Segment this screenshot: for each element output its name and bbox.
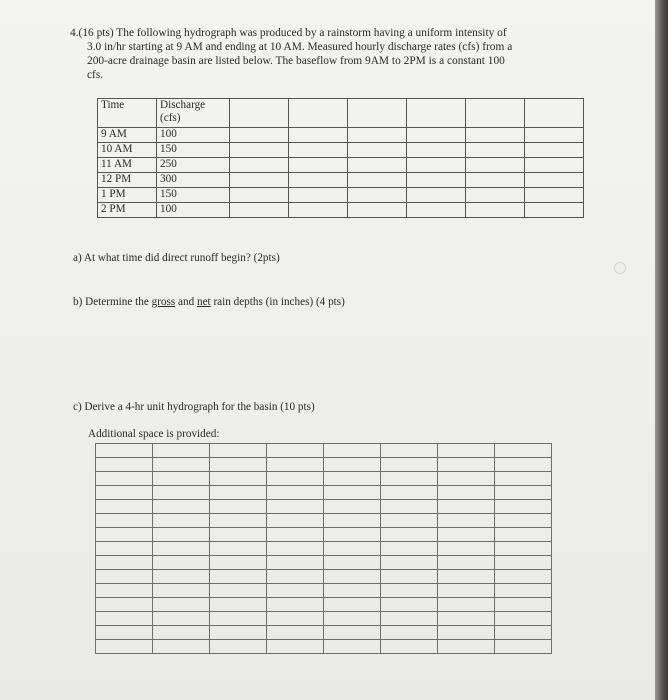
empty-cell <box>348 203 407 218</box>
grid-cell <box>495 472 552 486</box>
grid-cell <box>153 444 210 458</box>
grid-cell <box>381 598 438 612</box>
empty-cell <box>466 188 525 203</box>
grid-row <box>96 612 552 626</box>
grid-cell <box>324 444 381 458</box>
grid-cell <box>153 528 210 542</box>
grid-cell <box>324 528 381 542</box>
page-edge-shadow <box>655 0 668 700</box>
question-header: (16 pts) The following hydrograph was produced by a rainstorm having a uniform intensity of <box>78 27 507 39</box>
grid-cell <box>267 556 324 570</box>
grid-row <box>96 626 552 640</box>
grid-cell <box>96 514 153 528</box>
grid-cell <box>381 584 438 598</box>
header-discharge <box>157 99 230 128</box>
empty-cell <box>348 173 407 188</box>
grid-cell <box>381 444 438 458</box>
additional-space-note: Additional space is provided: <box>88 428 220 440</box>
grid-cell <box>96 486 153 500</box>
grid-cell <box>210 486 267 500</box>
grid-cell <box>495 584 552 598</box>
grid-cell <box>267 514 324 528</box>
header-discharge-label: Discharge <box>160 99 206 111</box>
grid-cell <box>324 500 381 514</box>
grid-cell <box>381 458 438 472</box>
grid-cell <box>381 472 438 486</box>
empty-cell <box>289 173 348 188</box>
grid-cell <box>96 570 153 584</box>
grid-cell <box>438 472 495 486</box>
grid-cell <box>438 556 495 570</box>
grid-cell <box>210 570 267 584</box>
grid-cell <box>210 458 267 472</box>
grid-cell <box>381 528 438 542</box>
grid-cell <box>324 612 381 626</box>
grid-cell <box>438 500 495 514</box>
empty-cell <box>466 158 525 173</box>
page-mark <box>614 262 626 274</box>
grid-cell <box>495 556 552 570</box>
grid-cell <box>495 570 552 584</box>
grid-cell <box>438 514 495 528</box>
grid-cell <box>495 612 552 626</box>
empty-cell <box>525 143 584 158</box>
empty-cell <box>466 203 525 218</box>
part-c-question: c) Derive a 4-hr unit hydrograph for the basin (10 pts) <box>73 401 315 413</box>
grid-cell <box>324 584 381 598</box>
header-time: Time <box>98 99 157 128</box>
grid-cell <box>210 640 267 654</box>
grid-cell <box>267 528 324 542</box>
empty-cell <box>348 158 407 173</box>
empty-cell <box>407 188 466 203</box>
grid-cell <box>381 500 438 514</box>
grid-cell <box>324 640 381 654</box>
empty-cell <box>407 128 466 143</box>
grid-cell <box>438 486 495 500</box>
grid-cell <box>153 626 210 640</box>
table-header-row <box>98 99 584 128</box>
grid-cell <box>96 598 153 612</box>
part-b-prefix: b) Determine the <box>73 296 152 308</box>
grid-cell <box>153 514 210 528</box>
grid-cell <box>96 584 153 598</box>
grid-row <box>96 598 552 612</box>
discharge-cell: 100 <box>157 203 230 218</box>
empty-cell <box>525 99 584 128</box>
grid-cell <box>153 556 210 570</box>
time-cell: 11 AM <box>98 158 157 173</box>
empty-cell <box>525 128 584 143</box>
grid-cell <box>324 626 381 640</box>
empty-cell <box>407 99 466 128</box>
grid-row <box>96 528 552 542</box>
grid-cell <box>267 584 324 598</box>
empty-cell <box>525 158 584 173</box>
discharge-cell: 250 <box>157 158 230 173</box>
table-row <box>98 203 584 218</box>
grid-cell <box>210 556 267 570</box>
grid-cell <box>438 626 495 640</box>
question-number: 4. <box>70 27 79 39</box>
grid-row <box>96 640 552 654</box>
empty-cell <box>407 143 466 158</box>
question-line-4: cfs. <box>87 69 104 81</box>
grid-cell <box>324 570 381 584</box>
table-row <box>98 173 584 188</box>
grid-row <box>96 472 552 486</box>
grid-cell <box>381 514 438 528</box>
part-b-question <box>73 296 345 308</box>
table-row <box>98 188 584 203</box>
empty-cell <box>289 203 348 218</box>
grid-cell <box>96 542 153 556</box>
grid-cell <box>438 458 495 472</box>
grid-cell <box>438 528 495 542</box>
work-grid <box>95 443 552 654</box>
grid-cell <box>324 472 381 486</box>
grid-cell <box>381 486 438 500</box>
empty-cell <box>348 99 407 128</box>
grid-cell <box>210 528 267 542</box>
grid-cell <box>267 458 324 472</box>
empty-cell <box>348 188 407 203</box>
empty-cell <box>348 128 407 143</box>
time-cell: 12 PM <box>98 173 157 188</box>
empty-cell <box>230 99 289 128</box>
part-b-gross: gross <box>151 296 176 308</box>
grid-cell <box>381 542 438 556</box>
grid-row <box>96 584 552 598</box>
grid-cell <box>438 542 495 556</box>
grid-cell <box>324 458 381 472</box>
grid-cell <box>96 640 153 654</box>
empty-cell <box>289 143 348 158</box>
grid-cell <box>438 598 495 612</box>
empty-cell <box>466 173 525 188</box>
grid-row <box>96 570 552 584</box>
grid-cell <box>267 612 324 626</box>
discharge-cell: 100 <box>157 128 230 143</box>
header-discharge-unit: (cfs) <box>160 112 181 124</box>
empty-cell <box>466 143 525 158</box>
grid-cell <box>381 626 438 640</box>
discharge-cell: 150 <box>157 143 230 158</box>
grid-cell <box>96 444 153 458</box>
grid-cell <box>267 444 324 458</box>
grid-row <box>96 444 552 458</box>
empty-cell <box>230 173 289 188</box>
empty-cell <box>289 158 348 173</box>
grid-cell <box>210 598 267 612</box>
grid-cell <box>381 570 438 584</box>
empty-cell <box>230 158 289 173</box>
grid-cell <box>381 556 438 570</box>
table-row <box>98 128 584 143</box>
grid-cell <box>495 458 552 472</box>
grid-cell <box>210 500 267 514</box>
empty-cell <box>230 128 289 143</box>
empty-cell <box>466 128 525 143</box>
grid-row <box>96 556 552 570</box>
empty-cell <box>407 158 466 173</box>
grid-cell <box>438 570 495 584</box>
discharge-table <box>97 98 584 218</box>
grid-cell <box>267 640 324 654</box>
question-prompt <box>70 26 575 82</box>
grid-cell <box>210 584 267 598</box>
time-cell: 10 AM <box>98 143 157 158</box>
grid-cell <box>210 626 267 640</box>
empty-cell <box>289 128 348 143</box>
question-line-3: 200-acre drainage basin are listed below. The baseflow from 9AM to 2PM is a constant 100 <box>87 55 505 67</box>
grid-row <box>96 542 552 556</box>
time-cell: 9 AM <box>98 128 157 143</box>
table-row <box>98 143 584 158</box>
grid-cell <box>153 486 210 500</box>
empty-cell <box>348 143 407 158</box>
part-b-suffix: rain depths (in inches) (4 pts) <box>210 296 345 308</box>
grid-cell <box>96 626 153 640</box>
empty-cell <box>289 99 348 128</box>
part-b-and: and <box>175 296 197 308</box>
grid-cell <box>210 514 267 528</box>
grid-cell <box>267 542 324 556</box>
empty-cell <box>525 203 584 218</box>
empty-cell <box>230 143 289 158</box>
grid-cell <box>210 612 267 626</box>
grid-row <box>96 458 552 472</box>
time-cell: 2 PM <box>98 203 157 218</box>
grid-cell <box>210 472 267 486</box>
grid-cell <box>96 612 153 626</box>
time-cell: 1 PM <box>98 188 157 203</box>
grid-cell <box>210 542 267 556</box>
grid-cell <box>153 584 210 598</box>
grid-cell <box>324 486 381 500</box>
empty-cell <box>289 188 348 203</box>
grid-cell <box>495 528 552 542</box>
grid-cell <box>153 458 210 472</box>
grid-cell <box>438 640 495 654</box>
grid-cell <box>267 500 324 514</box>
empty-cell <box>525 173 584 188</box>
empty-cell <box>407 203 466 218</box>
grid-cell <box>438 584 495 598</box>
grid-cell <box>153 598 210 612</box>
grid-cell <box>324 598 381 612</box>
grid-cell <box>267 472 324 486</box>
grid-cell <box>96 458 153 472</box>
empty-cell <box>466 99 525 128</box>
grid-row <box>96 514 552 528</box>
grid-row <box>96 486 552 500</box>
grid-cell <box>381 640 438 654</box>
grid-cell <box>153 570 210 584</box>
table-row <box>98 158 584 173</box>
discharge-cell: 150 <box>157 188 230 203</box>
grid-cell <box>96 556 153 570</box>
grid-cell <box>438 612 495 626</box>
grid-cell <box>381 612 438 626</box>
grid-cell <box>324 542 381 556</box>
grid-cell <box>324 514 381 528</box>
grid-cell <box>495 444 552 458</box>
grid-cell <box>438 444 495 458</box>
grid-cell <box>153 542 210 556</box>
grid-row <box>96 500 552 514</box>
grid-cell <box>495 514 552 528</box>
empty-cell <box>230 203 289 218</box>
grid-cell <box>96 500 153 514</box>
grid-cell <box>267 570 324 584</box>
grid-cell <box>210 444 267 458</box>
question-line-2: 3.0 in/hr starting at 9 AM and ending at 10 AM. Measured hourly discharge rates (cfs) from a <box>87 41 513 53</box>
grid-cell <box>96 528 153 542</box>
discharge-cell: 300 <box>157 173 230 188</box>
grid-cell <box>495 626 552 640</box>
grid-cell <box>153 500 210 514</box>
part-a-question: a) At what time did direct runoff begin? (2pts) <box>73 252 280 264</box>
empty-cell <box>230 188 289 203</box>
grid-cell <box>495 640 552 654</box>
grid-cell <box>267 598 324 612</box>
grid-cell <box>96 472 153 486</box>
grid-cell <box>153 612 210 626</box>
empty-cell <box>407 173 466 188</box>
grid-cell <box>153 640 210 654</box>
grid-cell <box>153 472 210 486</box>
part-b-net: net <box>196 296 211 308</box>
grid-cell <box>267 486 324 500</box>
grid-cell <box>495 542 552 556</box>
grid-cell <box>324 556 381 570</box>
empty-cell <box>525 188 584 203</box>
grid-cell <box>495 486 552 500</box>
grid-cell <box>495 598 552 612</box>
grid-cell <box>267 626 324 640</box>
grid-cell <box>495 500 552 514</box>
